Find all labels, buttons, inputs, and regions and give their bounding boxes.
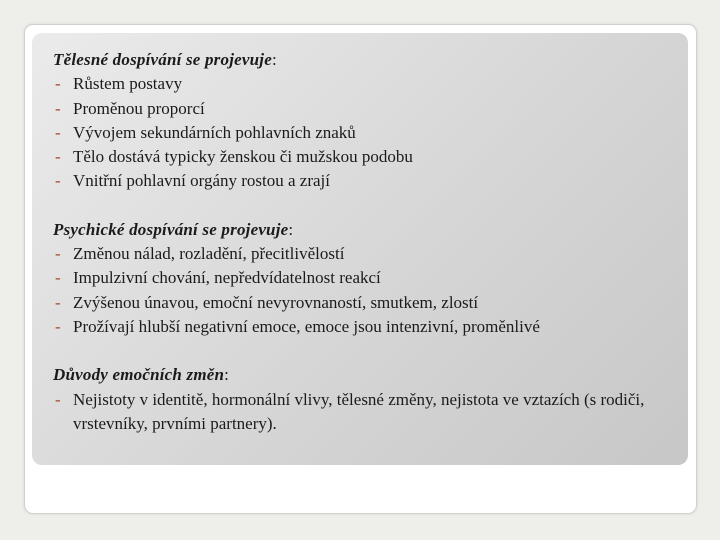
dash-bullet: - xyxy=(55,171,61,191)
list-item xyxy=(53,169,683,193)
list-item-text: Tělo dostává typicky ženskou či mužskou podobu xyxy=(73,147,413,167)
list-item xyxy=(53,242,683,266)
list-item xyxy=(53,291,683,315)
dash-bullet: - xyxy=(55,122,61,142)
bullet-list xyxy=(53,388,683,437)
dash-bullet: - xyxy=(55,98,61,118)
dash-bullet: - xyxy=(55,244,61,264)
section-heading-text: Tělesné dospívání se projevuje xyxy=(53,50,272,69)
list-item xyxy=(53,315,683,339)
section-heading xyxy=(53,363,683,387)
list-item-text: Změnou nálad, rozladění, přecitlivělostí xyxy=(73,244,345,264)
list-item-text: Impulzivní chování, nepředvídatelnost reakcí xyxy=(73,268,381,288)
list-item-text: Vývojem sekundárních pohlavních znaků xyxy=(73,122,356,142)
bullet-list xyxy=(53,72,683,193)
slide-body xyxy=(53,48,683,436)
dash-bullet: - xyxy=(55,147,61,167)
section-physical xyxy=(53,48,683,194)
list-item-text: Prožívají hlubší negativní emoce, emoce jsou intenzivní, proměnlivé xyxy=(73,316,540,336)
heading-colon: : xyxy=(224,365,229,385)
dash-bullet: - xyxy=(55,389,61,409)
heading-colon: : xyxy=(271,50,277,69)
list-item xyxy=(53,97,683,121)
bullet-list xyxy=(53,242,683,339)
list-item-text: Nejistoty v identitě, hormonální vlivy, tělesné změny, nejistota ve vztazích (s rodiči, vrstevníky, prvními partnery). xyxy=(73,389,645,433)
list-item xyxy=(53,266,683,290)
list-item xyxy=(53,121,683,145)
section-heading xyxy=(53,48,683,72)
section-heading-text: Důvody emočních změn xyxy=(53,365,225,385)
section-emotional-reasons xyxy=(53,363,683,436)
section-spacer xyxy=(53,194,683,218)
dash-bullet: - xyxy=(55,292,61,312)
list-item-text: Vnitřní pohlavní orgány rostou a zrají xyxy=(73,171,330,191)
section-heading-text: Psychické dospívání se projevuje xyxy=(53,219,289,239)
list-item-text: Zvýšenou únavou, emoční nevyrovnaností, smutkem, zlostí xyxy=(73,292,479,312)
list-item-text: Proměnou proporcí xyxy=(73,98,205,118)
dash-bullet: - xyxy=(55,316,61,336)
list-item xyxy=(53,72,683,96)
list-item-text: Růstem postavy xyxy=(73,74,183,94)
dash-bullet: - xyxy=(55,74,61,94)
list-item xyxy=(53,145,683,169)
section-spacer xyxy=(53,339,683,363)
heading-colon: : xyxy=(288,219,294,239)
dash-bullet: - xyxy=(55,268,61,288)
section-psychological xyxy=(53,218,683,339)
section-heading xyxy=(53,218,683,242)
list-item xyxy=(53,388,683,437)
